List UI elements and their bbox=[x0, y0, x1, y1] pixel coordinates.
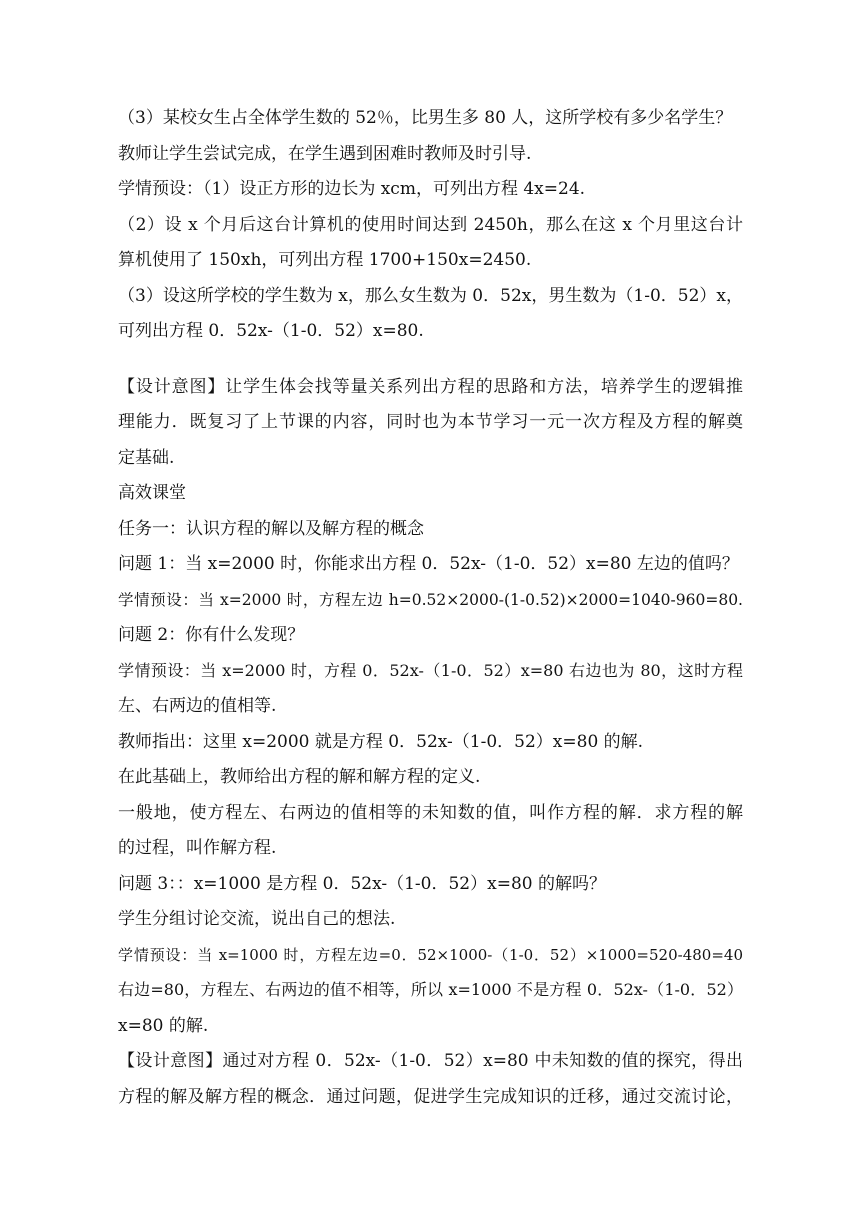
text-line-15: 问题 2：你有什么发现？ bbox=[118, 625, 305, 645]
text-line-8: 【设计意图】让学生体会找等量关系列出方程的思路和方法，培养学生的逻辑推 bbox=[118, 377, 743, 397]
text-line-17: 左、右两边的值相等. bbox=[118, 696, 277, 716]
text-line-9: 理能力．既复习了上节课的内容，同时也为本节学习一元一次方程及方程的解奠 bbox=[118, 412, 743, 432]
text-line-3: 学情预设：（1）设正方形的边长为 xcm，可列出方程 4x=24. bbox=[118, 179, 586, 199]
task-heading: 任务一：认识方程的解以及解方程的概念 bbox=[118, 519, 424, 539]
text-line-25: 右边=80，方程左、右两边的值不相等，所以 x=1000 不是方程 0．52x-（1-0．52） bbox=[118, 980, 743, 999]
text-line-2: 教师让学生尝试完成，在学生遇到困难时教师及时引导. bbox=[118, 144, 532, 164]
text-line-16: 学情预设：当 x=2000 时，方程 0．52x-（1-0．52）x=80 右边也为 80，这时方程 bbox=[118, 661, 743, 680]
text-line-23: 学生分组讨论交流，说出自己的想法. bbox=[118, 909, 396, 929]
text-line-22: 问题 3：：x=1000 是方程 0．52x-（1-0．52）x=80 的解吗？ bbox=[118, 874, 606, 894]
text-line-7: 可列出方程 0．52x-（1-0．52）x=80. bbox=[118, 321, 424, 341]
text-line-19: 在此基础上，教师给出方程的解和解方程的定义. bbox=[118, 767, 481, 787]
text-line-13: 问题 1：当 x=2000 时，你能求出方程 0．52x-（1-0．52）x=80 左边的值吗？ bbox=[118, 554, 739, 574]
text-line-27: 【设计意图】通过对方程 0．52x-（1-0．52）x=80 中未知数的值的探究，得出 bbox=[118, 1051, 743, 1071]
text-line-24: 学情预设：当 x=1000 时，方程左边=0．52×1000-（1-0．52）×1000=520-480=40 bbox=[118, 946, 743, 964]
text-line-4: （2）设 x 个月后这台计算机的使用时间达到 2450h，那么在这 x 个月里这台计 bbox=[118, 215, 743, 235]
text-line-10: 定基础. bbox=[118, 448, 175, 468]
text-line-28: 方程的解及解方程的概念．通过问题，促进学生完成知识的迁移，通过交流讨论， bbox=[118, 1087, 743, 1107]
text-line-18: 教师指出：这里 x=2000 就是方程 0．52x-（1-0．52）x=80 的解. bbox=[118, 732, 644, 752]
section-heading: 高效课堂 bbox=[118, 483, 186, 503]
text-line-5: 算机使用了 150xh，可列出方程 1700+150x=2450. bbox=[118, 250, 532, 270]
text-line-21: 的过程，叫作解方程. bbox=[118, 838, 277, 858]
text-line-26: x=80 的解. bbox=[118, 1016, 209, 1036]
text-line-14: 学情预设：当 x=2000 时，方程左边 h=0.52×2000-(1-0.52)×2000=1040-960=80. bbox=[118, 591, 743, 609]
text-line-6: （3）设这所学校的学生数为 x，那么女生数为 0．52x，男生数为（1-0．52）x， bbox=[118, 286, 743, 306]
text-line-1: （3）某校女生占全体学生数的 52％，比男生多 80 人，这所学校有多少名学生？ bbox=[118, 108, 733, 128]
text-line-20: 一般地，使方程左、右两边的值相等的未知数的值，叫作方程的解．求方程的解 bbox=[118, 803, 743, 823]
